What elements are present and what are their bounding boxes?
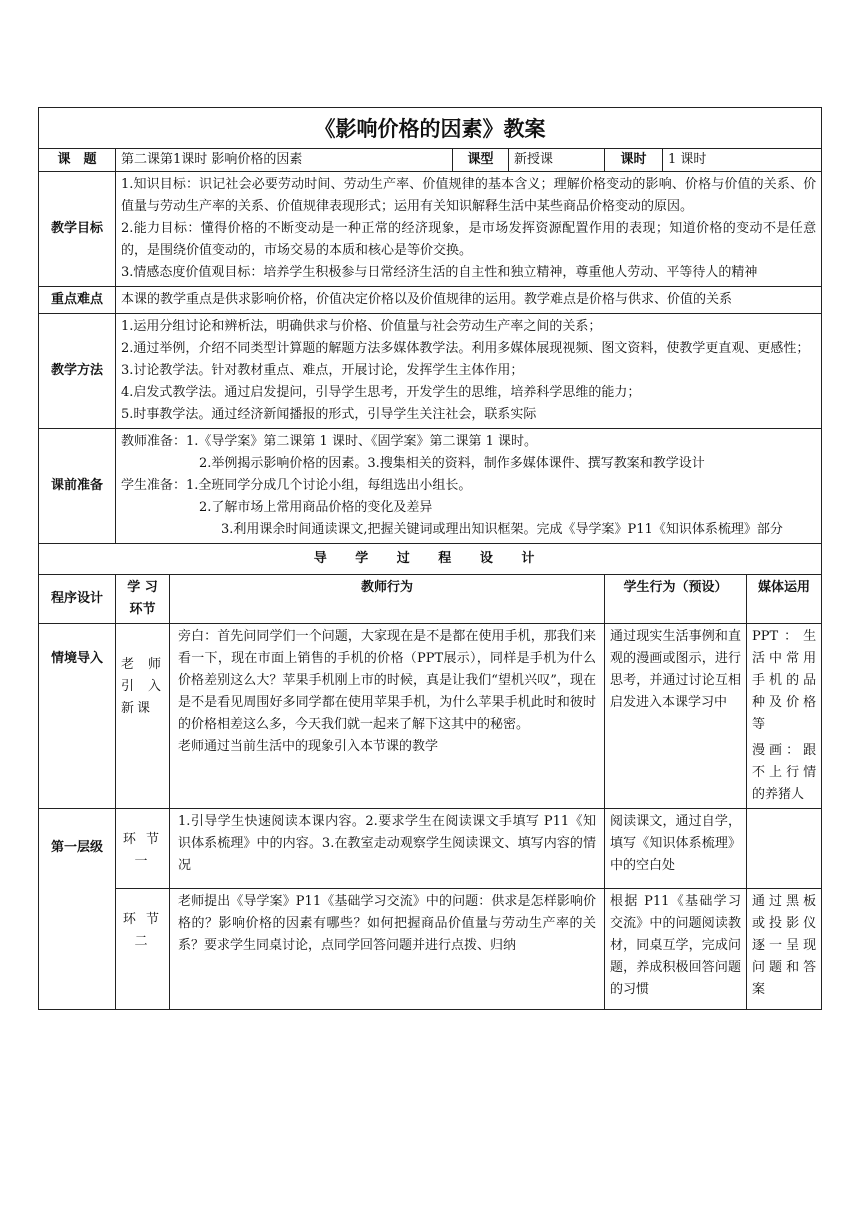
student-cell: 阅读课文，通过自学，填写《知识体系梳理》中的空白处 <box>605 809 747 889</box>
student-prep-line: 3.利用课余时间通读课文,把握关键词或理出知识框架。完成《导学案》P11《知识体系梳理》部分 <box>221 522 783 537</box>
objective-knowledge: 1.知识目标：识记社会必要劳动时间、劳动生产率、价值规律的基本含义；理解价格变动的影响、价格与价值的关系、价值量与劳动生产率的关系、价值规律表现形式；运用有关知识解释生活中某些商品价格变动的原因。 <box>121 177 817 214</box>
lesson-value: 第二课第1课时 影响价格的因素 <box>116 149 453 172</box>
header-teacher: 教师行为 <box>170 575 605 624</box>
student-prep-line: 学生准备：1.全班同学分成几个讨论小组，每组选出小组长。 <box>121 478 472 493</box>
objectives-content <box>116 172 822 287</box>
prep-content <box>116 429 822 544</box>
objective-ability: 2.能力目标：懂得价格的不断变动是一种正常的经济现象，是市场发挥资源配置作用的表现；知道价格的变动不是任意的，是围绕价值变动的，市场交易的本质和核心是等价交换。 <box>121 221 817 258</box>
objective-attitude: 3.情感态度价值观目标：培养学生积极参与日常经济生活的自主性和独立精神，尊重他人劳动、平等待人的精神 <box>121 265 758 280</box>
student-cell: 通过现实生活事例和直观的漫画或图示，进行思考，并通过讨论互相启发进入本课学习中 <box>605 624 747 809</box>
media-item: PPT：生活中常用手机的品种及价格等 <box>752 629 817 732</box>
teacher-action: 旁白：首先问同学们一个问题，大家现在是不是都在使用手机，那我们来看一下，现在市面上销售的手机的价格（PPT展示），同样是手机为什么价格差别这么大？苹果手机刚上市的时候，真是让我们“望机兴叹”，现在是不是看见周围好多同学都在使用苹果手机，为什么苹果手机此时和彼时的价格相差这么多，今天我们就一起来了解下这其中的秘密。 <box>178 629 596 732</box>
type-value: 新授课 <box>509 149 605 172</box>
method-item: 1.运用分组讨论和辨析法，明确供求与价格、价值量与社会劳动生产率之间的关系； <box>121 319 602 334</box>
prep-label: 课前准备 <box>39 429 116 544</box>
type-label: 课型 <box>453 149 509 172</box>
header-program: 程序设计 <box>39 575 116 624</box>
stage-cell: 环 节 二 <box>116 889 170 1010</box>
prep-row <box>39 429 822 544</box>
title-row <box>39 108 822 149</box>
keypoints-content: 本课的教学重点是供求影响价格，价值决定价格以及价值规律的运用。教学难点是价格与供求、价值的关系 <box>116 287 822 314</box>
process-row-level1 <box>39 809 822 889</box>
method-item: 4.启发式教学法。通过启发提问，引导学生思考，开发学生的思维，培养科学思维的能力； <box>121 385 641 400</box>
document-title: 《影响价格的因素》教案 <box>39 108 822 149</box>
media-cell <box>747 624 822 809</box>
media-cell: 通过黑板或投影仪逐一呈现问题和答案 <box>747 889 822 1010</box>
method-item: 2.通过举例，介绍不同类型计算题的解题方法多媒体教学法。利用多媒体展现视频、图文资料，使教学更直观、更感性； <box>121 341 810 356</box>
lesson-plan-document <box>38 107 821 1010</box>
stage-cell: 老 师 引 入 新课 <box>116 624 170 809</box>
teacher-cell <box>170 624 605 809</box>
program-cell: 情境导入 <box>39 624 116 809</box>
lesson-plan-table <box>38 107 822 1010</box>
teacher-cell: 老师提出《导学案》P11《基础学习交流》中的问题：供求是怎样影响价格的？影响价格的因素有哪些？如何把握商品价值量与劳动生产率的关系？要求学生同桌讨论，点同学回答问题并进行点拨、归纳 <box>170 889 605 1010</box>
objectives-label: 教学目标 <box>39 172 116 287</box>
section-row <box>39 544 822 575</box>
student-prep-line: 2.了解市场上常用商品价格的变化及差异 <box>199 500 433 515</box>
hours-value: 1 课时 <box>663 149 822 172</box>
student-cell: 根据 P11《基础学习交流》中的问题阅读教材，同桌互学，完成问题，养成积极回答问题的习惯 <box>605 889 747 1010</box>
teacher-note: 老师通过当前生活中的现象引入本节课的教学 <box>178 739 439 754</box>
program-cell: 第一层级 <box>39 809 116 1010</box>
header-media: 媒体运用 <box>747 575 822 624</box>
teacher-prep-line: 教师准备：1.《导学案》第二课第 1 课时、《固学案》第二课第 1 课时。 <box>121 434 537 449</box>
objectives-row <box>39 172 822 287</box>
media-item: 漫画：跟不上行情的养猪人 <box>752 743 817 802</box>
methods-row <box>39 314 822 429</box>
process-row-level2 <box>39 889 822 1010</box>
media-cell <box>747 809 822 889</box>
method-item: 5.时事教学法。通过经济新闻播报的形式，引导学生关注社会，联系实际 <box>121 407 537 422</box>
info-row <box>39 149 822 172</box>
process-header-row <box>39 575 822 624</box>
hours-label: 课时 <box>605 149 663 172</box>
teacher-prep-line: 2.举例揭示影响价格的因素。3.搜集相关的资料，制作多媒体课件、撰写教案和教学设计 <box>199 456 705 471</box>
keypoints-label: 重点难点 <box>39 287 116 314</box>
process-row-intro <box>39 624 822 809</box>
method-item: 3.讨论教学法。针对教材重点、难点，开展讨论，发挥学生主体作用； <box>121 363 524 378</box>
header-stage: 学 习 环节 <box>116 575 170 624</box>
process-section-title: 导 学 过 程 设 计 <box>39 544 822 575</box>
methods-label: 教学方法 <box>39 314 116 429</box>
header-student: 学生行为（预设） <box>605 575 747 624</box>
lesson-label: 课 题 <box>39 149 116 172</box>
keypoints-row <box>39 287 822 314</box>
stage-cell: 环 节 一 <box>116 809 170 889</box>
teacher-cell: 1.引导学生快速阅读本课内容。2.要求学生在阅读课文手填写 P11《知识体系梳理》中的内容。3.在教室走动观察学生阅读课文、填写内容的情况 <box>170 809 605 889</box>
methods-content <box>116 314 822 429</box>
